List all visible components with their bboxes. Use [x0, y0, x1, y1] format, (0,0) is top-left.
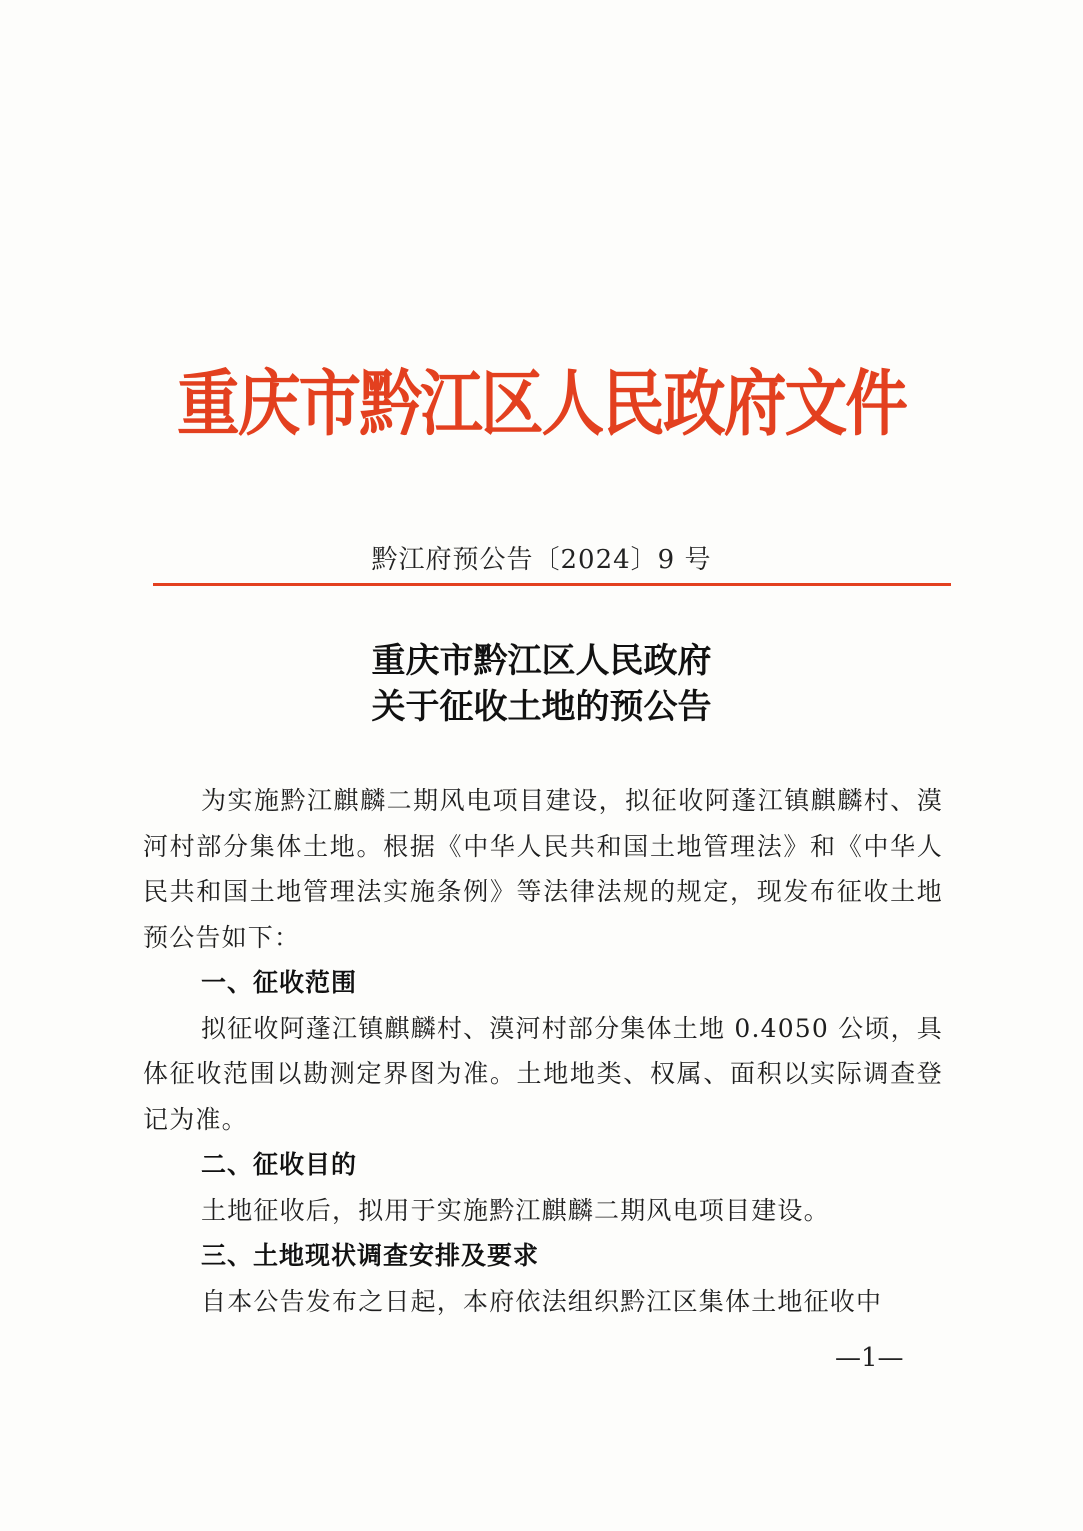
title-line-1: 重庆市黔江区人民政府: [371, 641, 712, 681]
section-heading-scope: 一、征收范围: [201, 968, 358, 997]
page-number: —1—: [835, 1343, 904, 1373]
intro-paragraph: 为实施黔江麒麟二期风电项目建设，拟征收阿蓬江镇麒麟村、漠河村部分集体土地。根据《中华人民共和国土地管理法》和《中华人民共和国土地管理法实施条例》等法律法规的规定，现发布征收土地预公告如下：: [143, 786, 943, 952]
document-body: [143, 778, 943, 1324]
red-divider-line: [153, 583, 951, 586]
document-number: 黔江府预公告〔2024〕9 号: [371, 545, 712, 575]
title-line-2: 关于征收土地的预公告: [371, 687, 712, 727]
section-heading-purpose: 二、征收目的: [201, 1150, 358, 1179]
section-text-survey: 自本公告发布之日起，本府依法组织黔江区集体土地征收中: [201, 1286, 883, 1316]
document-title: [150, 638, 933, 730]
section-text-purpose: 土地征收后，拟用于实施黔江麒麟二期风电项目建设。: [201, 1195, 830, 1225]
section-heading-survey: 三、土地现状调查安排及要求: [201, 1241, 540, 1270]
section-text-scope: 拟征收阿蓬江镇麒麟村、漠河村部分集体土地 0.4050 公顷，具体征收范围以勘测定界图为准。土地地类、权属、面积以实际调查登记为准。: [143, 1013, 943, 1134]
masthead-title: 重庆市黔江区人民政府文件: [176, 363, 907, 447]
